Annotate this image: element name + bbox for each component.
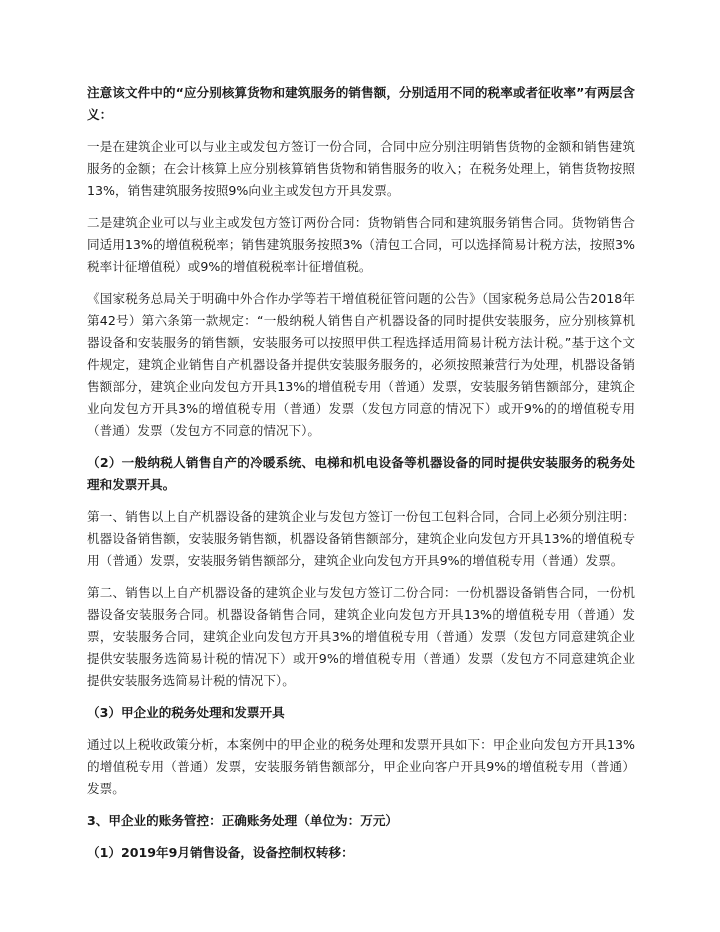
note-paragraph: 注意该文件中的“应分别核算货物和建筑服务的销售额，分别适用不同的税率或者征收率”有两层含义： (87, 85, 635, 122)
sale-subheading: （1）2019年9月销售设备，设备控制权转移： (87, 845, 354, 860)
meaning-two-paragraph: 二是建筑企业可以与业主或发包方签订两份合同：货物销售合同和建筑服务销售合同。货物销售合同适用13%的增值税税率；销售建筑服务按照3%（清包工合同，可以选择简易计税方法，按照3%税率计征增值税）或9%的增值税税率计征增值税。 (87, 215, 635, 274)
document-body (87, 82, 635, 874)
announcement-paragraph: 《国家税务总局关于明确中外合作办学等若干增值税征管问题的公告》（国家税务总局公告2018年第42号）第六条第一款规定：“一般纳税人销售自产机器设备的同时提供安装服务，应分别核算机器设备和安装服务的销售额，安装服务可以按照甲供工程选择适用简易计税方法计税。”基于这个文件规定，建筑企业销售自产机器设备并提供安装服务服务的，必须按照兼营行为处理，机器设备销售额部分，建筑企业向发包方开具13%的增值税专用（普通）发票，安装服务销售额部分，建筑企业向发包方开具3%的增值税专用（普通）发票（发包方同意的情况下）或开9%的的增值税专用（普通）发票（发包方不同意的情况下）。 (87, 291, 635, 438)
analysis-paragraph: 通过以上税收政策分析，本案例中的甲企业的税务处理和发票开具如下：甲企业向发包方开具13%的增值税专用（普通）发票，安装服务销售额部分，甲企业向客户开具9%的增值税专用（普通）发票。 (87, 737, 635, 796)
accounting-heading: 3、甲企业的账务管控：正确账务处理（单位为：万元） (87, 813, 399, 828)
section-heading-2: （2）一般纳税人销售自产的冷暖系统、电梯和机电设备等机器设备的同时提供安装服务的税务处理和发票开具。 (87, 455, 635, 492)
second-option-paragraph: 第二、销售以上自产机器设备的建筑企业与发包方签订二份合同：一份机器设备销售合同，一份机器设备安装服务合同。机器设备销售合同，建筑企业向发包方开具13%的增值税专用（普通）发票，安装服务合同，建筑企业向发包方开具3%的增值税专用（普通）发票（发包方同意建筑企业提供安装服务选简易计税的情况下）或开9%的增值税专用（普通）发票（发包方不同意建筑企业提供安装服务选简易计税的情况下）。 (87, 585, 635, 688)
first-option-paragraph: 第一、销售以上自产机器设备的建筑企业与发包方签订一份包工包料合同，合同上必须分别注明：机器设备销售额，安装服务销售额，机器设备销售额部分，建筑企业向发包方开具13%的增值税专用（普通）发票，安装服务销售额部分，建筑企业向发包方开具9%的增值税专用（普通）发票。 (87, 509, 635, 568)
meaning-one-paragraph: 一是在建筑企业可以与业主或发包方签订一份合同，合同中应分别注明销售货物的金额和销售建筑服务的金额；在会计核算上应分别核算销售货物和销售服务的收入；在税务处理上，销售货物按照13%，销售建筑服务按照9%向业主或发包方开具发票。 (87, 139, 635, 198)
section-heading-3: （3）甲企业的税务处理和发票开具 (87, 705, 285, 720)
